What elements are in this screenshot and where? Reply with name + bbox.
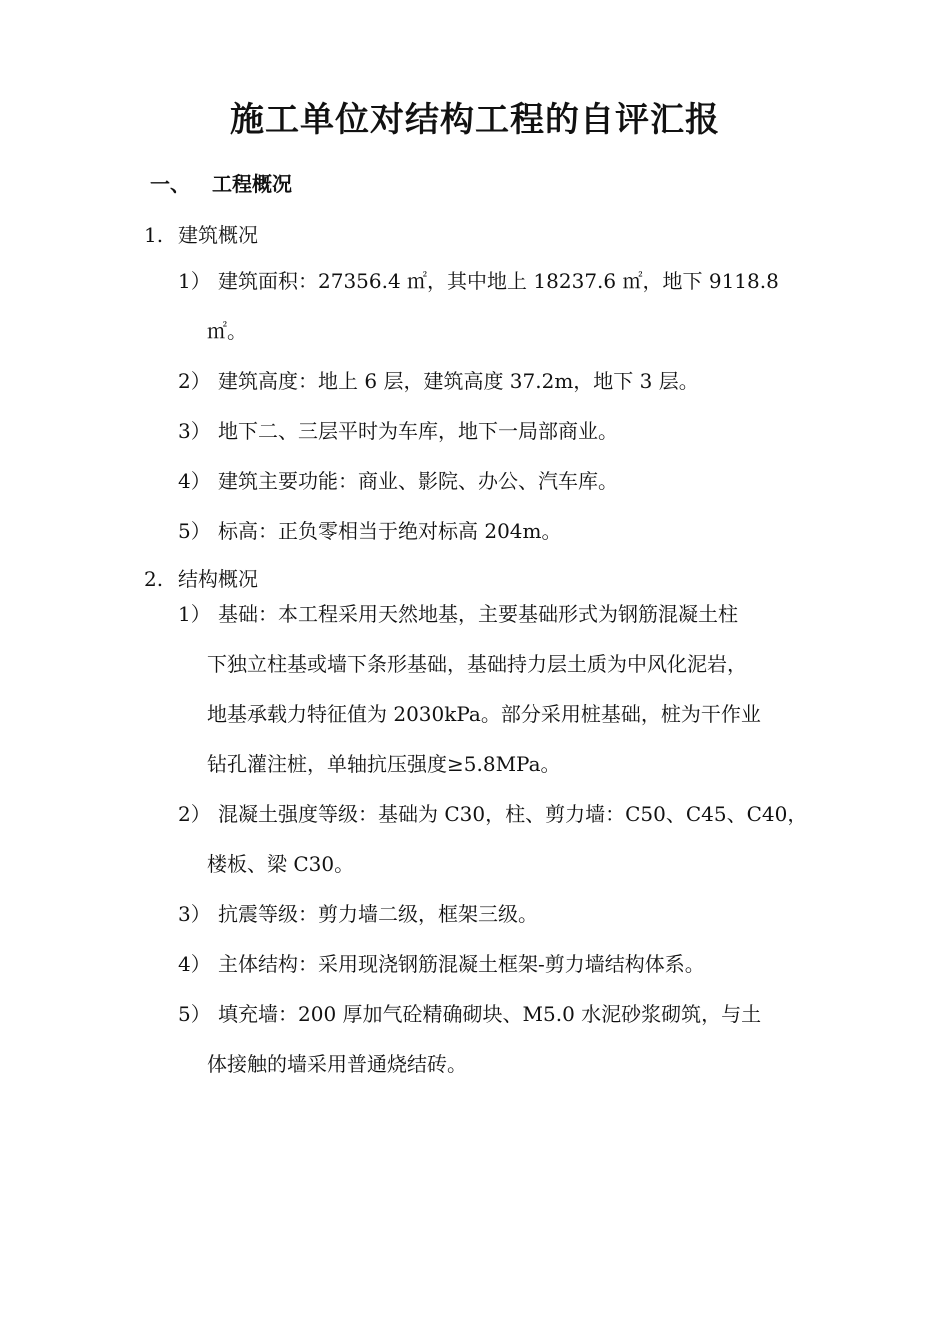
subsection-title: 结构概况: [178, 567, 258, 591]
list-item: [178, 256, 818, 356]
item-text: 标高：正负零相当于绝对标高 204m。: [218, 519, 562, 543]
list-item: [178, 589, 818, 789]
item-number: 2）: [178, 369, 211, 393]
item-text: 建筑高度：地上 6 层，建筑高度 37.2m，地下 3 层。: [218, 369, 699, 393]
item-number: 5）: [178, 1002, 211, 1026]
item-number: 1）: [178, 602, 211, 626]
item-text: 基础：本工程采用天然地基，主要基础形式为钢筋混凝土柱: [218, 602, 738, 626]
item-text: 主体结构：采用现浇钢筋混凝土框架-剪力墙结构体系。: [218, 952, 705, 976]
item-text: 抗震等级：剪力墙二级，框架三级。: [218, 902, 538, 926]
section-number: 一、: [150, 172, 190, 196]
item-text: 钻孔灌注桩，单轴抗压强度≥5.8MPa。: [207, 752, 561, 776]
item-text: ㎡。: [207, 319, 247, 343]
item-text: 地下二、三层平时为车库，地下一局部商业。: [218, 419, 618, 443]
item-text: 体接触的墙采用普通烧结砖。: [207, 1052, 467, 1076]
item-text: 地基承载力特征值为 2030kPa。部分采用桩基础，桩为干作业: [207, 702, 761, 726]
item-number: 4）: [178, 469, 211, 493]
item-number: 4）: [178, 952, 211, 976]
list-item: [178, 456, 818, 506]
section-title: 工程概况: [212, 172, 292, 196]
item-text: 填充墙：200 厚加气砼精确砌块、M5.0 水泥砂浆砌筑，与土: [218, 1002, 762, 1026]
item-text: 楼板、梁 C30。: [207, 852, 355, 876]
list-item: [178, 939, 818, 989]
subsection-heading-2: [144, 563, 258, 592]
item-text: 混凝土强度等级：基础为 C30，柱、剪力墙：C50、C45、C40，: [218, 802, 808, 826]
list-item: [178, 506, 818, 556]
item-text: 建筑面积：27356.4 ㎡，其中地上 18237.6 ㎡，地下 9118.8: [218, 269, 779, 293]
subsection-number: 1.: [144, 223, 164, 247]
document-title: 施工单位对结构工程的自评汇报: [230, 100, 720, 140]
item-text: 建筑主要功能：商业、影院、办公、汽车库。: [218, 469, 618, 493]
item-number: 3）: [178, 902, 211, 926]
list-item: [178, 789, 818, 889]
section-heading: [150, 168, 292, 197]
item-number: 1）: [178, 269, 211, 293]
list-item: [178, 889, 818, 939]
subsection-number: 2.: [144, 567, 164, 591]
item-text: 下独立柱基或墙下条形基础，基础持力层土质为中风化泥岩，: [207, 652, 747, 676]
list-item: [178, 356, 818, 406]
subsection-title: 建筑概况: [178, 223, 258, 247]
item-number: 3）: [178, 419, 211, 443]
list-item: [178, 989, 818, 1089]
item-number: 2）: [178, 802, 211, 826]
item-number: 5）: [178, 519, 211, 543]
subsection-heading-1: [144, 219, 258, 248]
list-item: [178, 406, 818, 456]
